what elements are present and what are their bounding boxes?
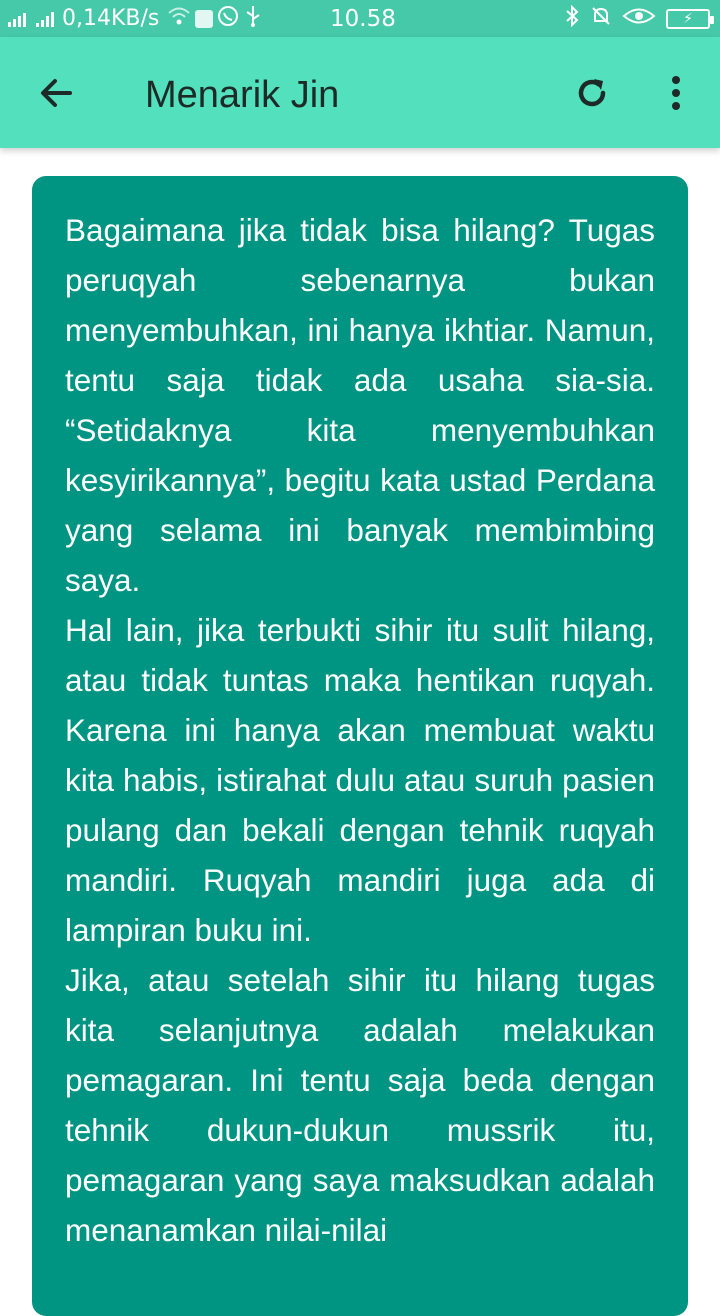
paragraph: Hal lain, jika terbukti sihir itu sulit hilang, atau tidak tuntas maka hentikan ruqyah. Karena ini hanya akan membuat waktu kita habis, istirahat dulu atau suruh pasien pulang dan bekali dengan tehnik ruqyah mandiri. Ruqyah mandiri juga ada di lampiran buku ini. — [65, 612, 655, 948]
clock: 10.58 — [330, 5, 396, 32]
signal-icon — [36, 11, 54, 27]
usb-icon — [243, 4, 263, 34]
more-vert-icon — [670, 73, 682, 113]
refresh-button[interactable] — [566, 67, 618, 119]
more-options-button[interactable] — [650, 67, 702, 119]
status-right — [564, 0, 710, 37]
app-bar — [0, 37, 720, 148]
paragraph: Bagaimana jika tidak bisa hilang? Tugas peruqyah sebenarnya bukan menyembuhkan, ini hanya ikhtiar. Namun, tentu saja tidak ada usaha sia-sia. “Setidaknya kita menyembuhkan kesyirikannya”, begitu kata ustad Perdana yang selama ini banyak membimbing saya. — [65, 212, 655, 598]
content-card — [32, 176, 688, 1316]
bell-off-icon — [590, 5, 612, 33]
whatsapp-icon — [217, 5, 239, 33]
network-speed: 0,14KB/s — [62, 6, 160, 31]
page-title: Menarik Jin — [145, 74, 340, 116]
back-button[interactable] — [30, 67, 82, 119]
paragraph: Jika, atau setelah sihir itu hilang tugas kita selanjutnya adalah melakukan pemagaran. Ini tentu saja beda dengan tehnik dukun-dukun mussrik itu, pemagaran yang saya maksudkan adalah menanamkan nilai-nilai — [65, 962, 655, 1248]
eye-icon — [622, 5, 656, 33]
wifi-icon — [167, 6, 191, 32]
image-icon — [195, 10, 213, 28]
bluetooth-icon — [564, 5, 580, 33]
status-bar — [0, 0, 720, 37]
signal-icon — [8, 11, 26, 27]
arrow-left-icon — [36, 73, 76, 113]
battery-charging-icon: ⚡ — [666, 9, 710, 29]
refresh-icon — [572, 73, 612, 113]
status-left — [8, 0, 263, 37]
